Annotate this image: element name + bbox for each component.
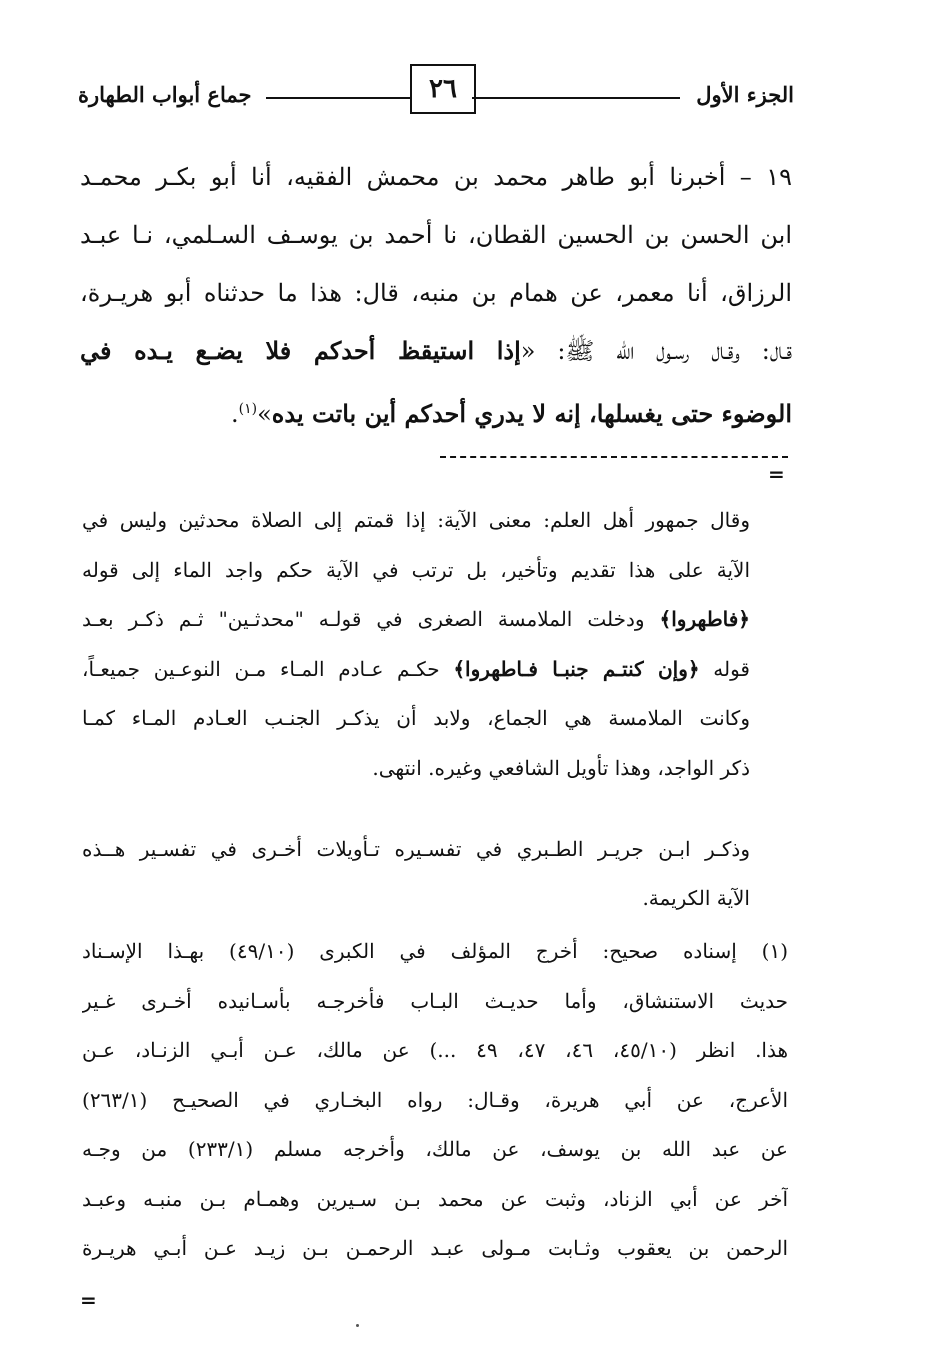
- header-rule-left: [266, 97, 410, 99]
- footnote-line: الآية الكريمة.: [642, 886, 750, 910]
- quran-quote: ﴿فاطهروا﴾: [659, 607, 750, 631]
- footnote-line: (١) إسناده صحيح: أخرج المؤلف في الكبرى (٤٩/١٠) بهـذا الإسـناد: [82, 939, 788, 963]
- footnote-text: ودخلت الملامسة الصغرى في قولـه "محدثـين" ثـم ذكـر بعـد: [82, 607, 660, 631]
- page-number: ٢٦: [410, 64, 476, 114]
- quran-quote: ﴿وإن كنتـم جنبـا فـاطهروا﴾: [453, 656, 700, 681]
- footnote-continuation: [82, 496, 750, 793]
- volume-title: الجزء الأول: [696, 82, 794, 107]
- chapter-title: جماع أبواب الطهارة: [78, 82, 252, 107]
- footnote-text: حكـم عـادم المـاء مـن النوعـين جميعـاً،: [82, 656, 454, 681]
- text-line: [80, 322, 792, 380]
- footnote-line: الآية على هذا تقديم وتأخير، بل ترتب في الآية حكم واجد الماء إلى قوله: [82, 557, 750, 582]
- hadith-text-bold: الوضوء حتى يغسلها، إنه لا يدري أحدكم أين باتت يده: [271, 399, 792, 428]
- continuation-mark: =: [768, 462, 785, 486]
- footnote-ref: (١): [238, 401, 258, 417]
- footnote-line: هذا. انظر (٤٥/١٠، ٤٦، ٤٧، ٤٩ ...) عن مالك، عـن أبـي الزنـاد، عـن: [82, 1038, 788, 1062]
- footnote-line: الأعرج، عن أبي هريرة، وقـال: رواه البخـاري في الصحيـح (٢٦٣/١): [82, 1087, 788, 1112]
- footnote-line: حديث الاستنشاق، وأما حديـث البـاب فأخرجـه بأسـانيده أخـرى غـير: [82, 988, 788, 1013]
- page-header: [78, 64, 794, 120]
- footnote-text: قوله: [699, 656, 750, 681]
- text-line: ١٩ – أخبرنا أبو طاهر محمد بن محمش الفقيه، أنا أبو بكـر محمـد: [80, 163, 792, 191]
- footnote-line: وذكـر ابـن جريـر الطـبري في تفسـيره تـأويلات أخـرى في تفسـير هــذه: [82, 837, 750, 861]
- footnote-line: وكانت الملامسة هي الجماع، ولابد أن يذكـر الجنـب العـادم المـاء كمـا: [82, 706, 750, 730]
- narration-intro: قـال: وقـال رسـول الله ﷺ: «: [520, 337, 792, 365]
- footnote-1: [82, 927, 788, 1274]
- period: .: [230, 400, 239, 428]
- continuation-mark: =: [80, 1288, 97, 1312]
- footnote-line: وقال جمهور أهل العلم: معنى الآية: إذا قمتم إلى الصلاة محدثين وليس في: [82, 508, 750, 532]
- footnote-continuation-2: [82, 825, 750, 923]
- header-rule-right: [472, 97, 680, 99]
- footnote-line: [82, 645, 750, 695]
- main-text: [80, 148, 792, 438]
- footnote-line: عن عبد الله بن يوسف، عن مالك، وأخرجه مسلم (٢٣٣/١) من وجـه: [82, 1137, 788, 1161]
- text-line: الرزاق، أنا معمر، عن همام بن منبه، قال: هذا ما حدثناه أبو هريـرة،: [80, 279, 792, 307]
- footnote-line: ذكر الواجد، وهذا تأويل الشافعي وغيره. انتهى.: [372, 755, 750, 780]
- text-line: ابن الحسن بن الحسين القطان، نا أحمد بن يوسـف السـلمي، نـا عبـد: [80, 221, 792, 249]
- footnote-line: [82, 595, 750, 645]
- hadith-text-bold: إذا استيقظ أحدكم فلا يضـع يـده في: [80, 336, 521, 365]
- quote-close: »: [257, 400, 272, 428]
- text-line: [80, 380, 792, 438]
- scan-speck: [356, 1324, 359, 1327]
- footnote-line: الرحمن بن يعقوب وثـابت مـولى عبـد الرحمـن بـن زيـد عـن أبـي هريـرة: [82, 1236, 788, 1260]
- footnote-line: آخر عن أبي الزناد، وثبت عن محمد بـن سـيرين وهمـام بـن منبـه وعبـد: [82, 1186, 788, 1211]
- footnote-separator: [440, 456, 788, 458]
